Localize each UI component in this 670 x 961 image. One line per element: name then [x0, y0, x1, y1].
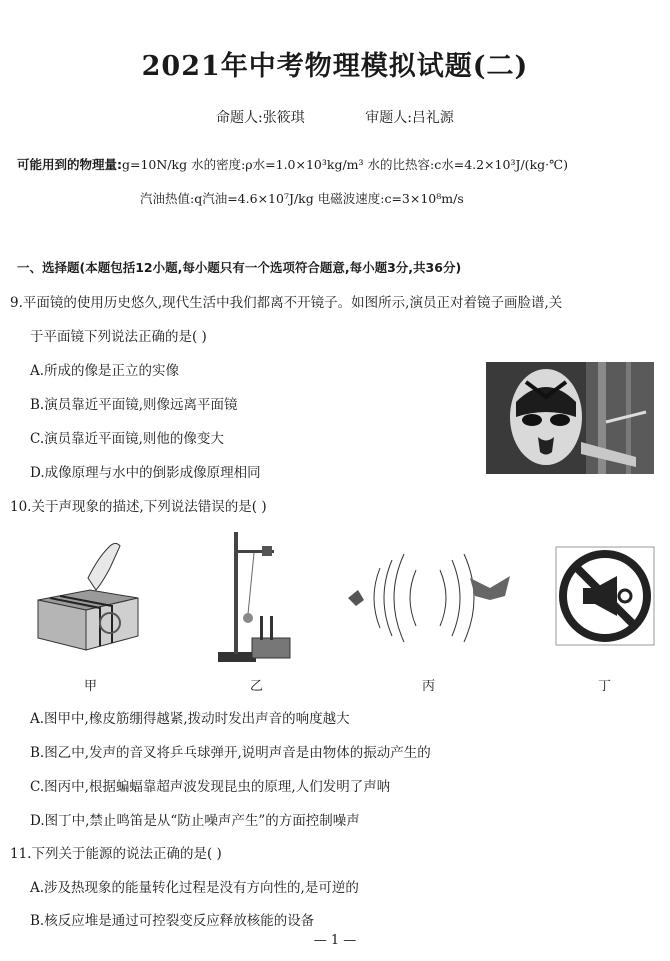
- figure-tuning-fork: [210, 528, 300, 668]
- q11-option-a: A.涉及热现象的能量转化过程是没有方向性的,是可逆的: [30, 880, 359, 896]
- constants-line-1: [17, 155, 568, 173]
- reviewer-name: 审题人:吕礼源: [365, 110, 454, 126]
- setter-name: 命题人:张筱琪: [216, 110, 305, 126]
- actor-mirror-image: [486, 362, 654, 474]
- figure-rubber-band-box: [30, 538, 145, 658]
- authors-line: [0, 107, 670, 127]
- q11-stem: 11.下列关于能源的说法正确的是( ): [10, 846, 222, 862]
- figure-bat-sonar: [340, 548, 520, 648]
- figure-label-bing: 丙: [422, 679, 436, 694]
- constants-label: 可能用到的物理量:: [17, 157, 122, 172]
- page-title: 2021年中考物理模拟试题(二): [141, 51, 529, 82]
- constants-values-1: g=10N/kg 水的密度:ρ水=1.0×10³kg/m³ 水的比热容:c水=4.2×10³J/(kg·℃): [122, 157, 568, 172]
- q9-option-b: B.演员靠近平面镜,则像远离平面镜: [30, 397, 238, 413]
- page-number: — 1 —: [313, 933, 357, 948]
- q9-option-d: D.成像原理与水中的倒影成像原理相同: [30, 465, 261, 481]
- q10-option-b: B.图乙中,发声的音叉将乒乓球弹开,说明声音是由物体的振动产生的: [30, 745, 431, 761]
- figure-label-jia: 甲: [84, 679, 98, 694]
- q10-option-c: C.图丙中,根据蝙蝠靠超声波发现昆虫的原理,人们发明了声呐: [30, 779, 391, 795]
- mirror-photo: [486, 362, 654, 474]
- q9-stem-line1: 9.平面镜的使用历史悠久,现代生活中我们都离不开镜子。如图所示,演员正对着镜子画脸谱,关: [10, 295, 563, 311]
- q10-option-d: D.图丁中,禁止鸣笛是从“防止噪声产生”的方面控制噪声: [30, 813, 360, 829]
- q9-option-c: C.演员靠近平面镜,则他的像变大: [30, 431, 224, 447]
- q9-option-a: A.所成的像是正立的实像: [30, 363, 180, 379]
- figure-label-ding: 丁: [598, 679, 612, 694]
- no-honking-sign-icon: [555, 546, 655, 646]
- figure-label-yi: 乙: [250, 679, 264, 694]
- section-heading: 一、选择题(本题包括12小题,每小题只有一个选项符合题意,每小题3分,共36分): [17, 260, 462, 275]
- constants-line-2: 汽油热值:q汽油=4.6×10⁷J/kg 电磁波速度:c=3×10⁸m/s: [140, 191, 464, 206]
- q10-option-a: A.图甲中,橡皮筋绷得越紧,拨动时发出声音的响度越大: [30, 711, 350, 727]
- q10-stem: 10.关于声现象的描述,下列说法错误的是( ): [10, 499, 267, 515]
- q9-stem-line2: 于平面镜下列说法正确的是( ): [30, 329, 207, 345]
- q11-option-b: B.核反应堆是通过可控裂变反应释放核能的设备: [30, 913, 315, 929]
